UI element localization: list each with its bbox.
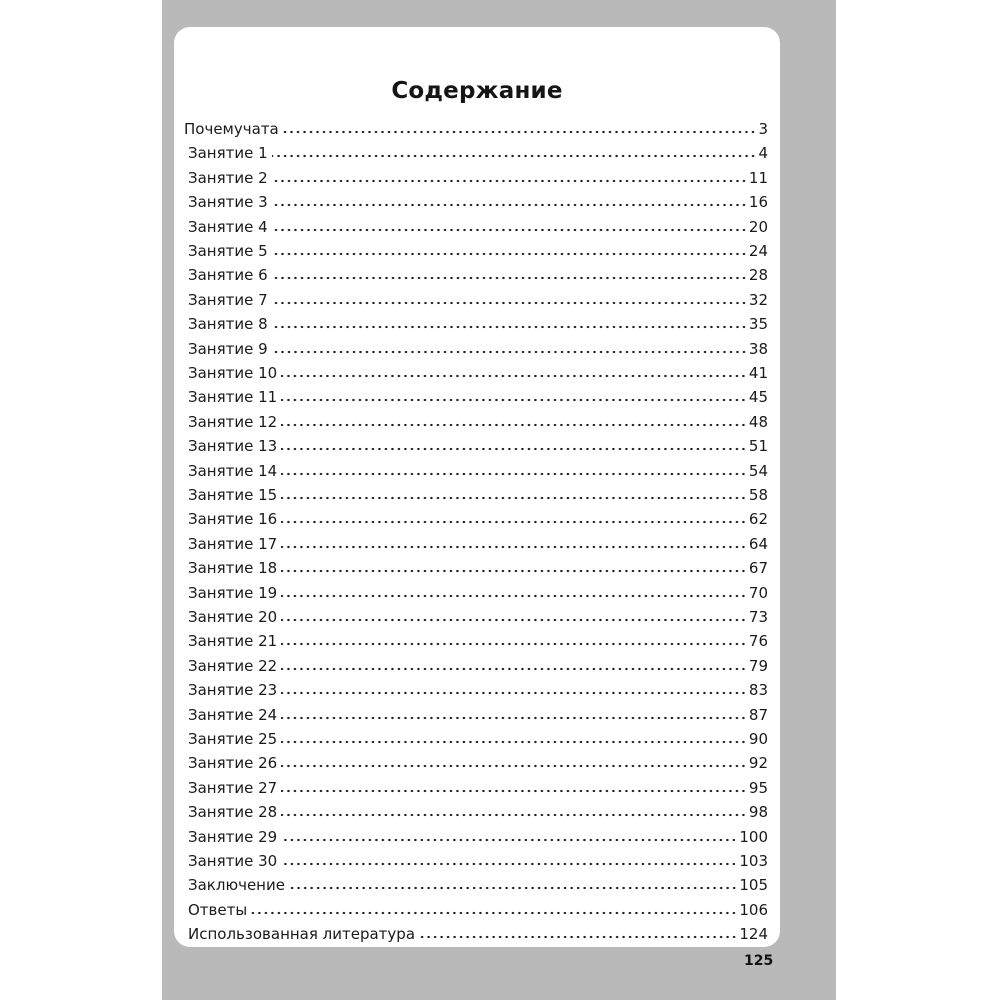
toc-entry [188, 456, 768, 480]
toc-entry [188, 895, 768, 919]
toc-entry [188, 700, 768, 724]
toc-entry-page: 79 [748, 656, 768, 675]
dot-leader [281, 594, 747, 598]
dot-leader [281, 569, 747, 573]
dot-leader [281, 789, 747, 793]
toc-entry [188, 748, 768, 772]
dot-leader [272, 179, 747, 183]
dot-leader [419, 935, 737, 939]
dot-leader [272, 276, 747, 280]
toc-entry-label: Занятие 11 [188, 388, 278, 407]
toc-entry-page: 38 [748, 339, 768, 358]
toc-entry-label: Занятие 6 [188, 266, 268, 285]
dot-leader [281, 642, 747, 646]
toc-entry-label: Занятие 23 [188, 681, 278, 700]
page-number: 125 [744, 953, 774, 969]
dot-leader [272, 252, 747, 256]
toc-entry-page: 76 [748, 632, 768, 651]
dot-leader [281, 423, 747, 427]
page-title: Содержание [391, 78, 563, 104]
toc-entry-label: Занятие 16 [188, 510, 278, 529]
toc-entry-label: Занятие 19 [188, 583, 278, 602]
toc-entry-label: Занятие 20 [188, 608, 278, 626]
toc-entry-page: 67 [748, 559, 768, 578]
toc-entry-label: Занятие 9 [188, 339, 268, 358]
toc-entry-page: 95 [748, 778, 768, 797]
toc-entry-page: 92 [748, 754, 768, 773]
toc-entry [188, 407, 768, 431]
toc-entry-page: 4 [758, 144, 768, 163]
dot-leader [281, 764, 747, 768]
dot-leader [251, 911, 737, 915]
toc-entry-page: 124 [739, 925, 768, 944]
dot-leader [281, 691, 747, 695]
dot-leader [281, 374, 747, 378]
toc-entry [188, 163, 768, 187]
dot-leader [281, 862, 737, 866]
dot-leader [272, 203, 747, 207]
toc-entry [188, 724, 768, 748]
toc-entry [188, 602, 768, 626]
toc-entry [188, 382, 768, 406]
toc-entry [188, 870, 768, 894]
toc-entry-label: Занятие 4 [188, 217, 268, 236]
toc-entry-label: Занятие 8 [188, 315, 268, 334]
toc-entry-page: 103 [739, 852, 768, 870]
toc-entry-page: 48 [748, 412, 768, 431]
toc-entry [188, 236, 768, 260]
dot-leader [281, 496, 747, 500]
toc-entry-label: Занятие 30 [188, 852, 278, 870]
toc-entry-label: Занятие 21 [188, 632, 278, 651]
dot-leader [272, 228, 747, 232]
contents-panel [174, 27, 780, 947]
toc-entry [188, 651, 768, 675]
toc-entry [188, 309, 768, 333]
toc-entry [188, 212, 768, 236]
dot-leader [272, 325, 747, 329]
toc-entry-page: 35 [748, 315, 768, 334]
toc-entry [188, 260, 768, 284]
toc-entry [188, 822, 768, 846]
toc-entry [188, 626, 768, 650]
toc-entry-page: 16 [748, 193, 768, 212]
toc-entry-label: Занятие 24 [188, 705, 278, 724]
toc-entry-label: Ответы [188, 900, 248, 919]
toc-entry-page: 106 [739, 900, 768, 919]
toc-entry-label: Занятие 29 [188, 827, 278, 846]
toc-entry-page: 32 [748, 290, 768, 309]
toc-entry [188, 797, 768, 821]
toc-entry [184, 114, 768, 138]
toc-entry-label: Занятие 28 [188, 803, 278, 822]
toc-entry [188, 578, 768, 602]
toc-entry-page: 83 [748, 681, 768, 700]
toc-entry-label: Занятие 17 [188, 534, 278, 553]
toc-entry-label: Занятие 27 [188, 778, 278, 797]
toc-entry-label: Занятие 10 [188, 364, 278, 382]
toc-entry-label: Занятие 22 [188, 656, 278, 675]
dot-leader [283, 130, 756, 134]
dot-leader [272, 154, 756, 158]
toc-entry [188, 285, 768, 309]
toc-entry-label: Занятие 3 [188, 193, 268, 212]
dot-leader [281, 520, 747, 524]
toc-entry-page: 100 [739, 827, 768, 846]
toc-entry-page: 90 [748, 730, 768, 748]
toc-entry-page: 20 [748, 217, 768, 236]
toc-entry-page: 24 [748, 242, 768, 260]
toc-entry-label: Занятие 7 [188, 290, 268, 309]
dot-leader [272, 301, 747, 305]
toc-entry-label: Занятие 26 [188, 754, 278, 773]
toc-entry-page: 54 [748, 461, 768, 480]
toc-entry [188, 431, 768, 455]
toc-entry [188, 529, 768, 553]
toc-entry-page: 70 [748, 583, 768, 602]
book-page [162, 0, 836, 1000]
toc-entry-label: Занятие 12 [188, 412, 278, 431]
toc-entry-label: Занятие 15 [188, 486, 278, 504]
toc-entry [188, 480, 768, 504]
toc-entry-page: 105 [739, 876, 768, 895]
dot-leader [281, 838, 737, 842]
toc-entry-page: 11 [748, 168, 768, 187]
toc-entry-page: 87 [748, 705, 768, 724]
toc-entry [188, 675, 768, 699]
toc-entry [188, 358, 768, 382]
toc-entry-page: 3 [758, 120, 768, 138]
toc-entry [188, 553, 768, 577]
toc-entry-page: 58 [748, 486, 768, 504]
dot-leader [272, 350, 747, 354]
toc-entry-page: 98 [748, 803, 768, 822]
toc-entry-label: Использованная литература [188, 925, 416, 944]
toc-entry-page: 45 [748, 388, 768, 407]
toc-entry-label: Занятие 13 [188, 437, 278, 456]
dot-leader [289, 886, 737, 890]
toc-entry-label: Занятие 18 [188, 559, 278, 578]
toc-entry [188, 187, 768, 211]
dot-leader [281, 398, 747, 402]
toc-entry-page: 73 [748, 608, 768, 626]
toc-entry [188, 334, 768, 358]
toc-entry-label: Занятие 5 [188, 242, 268, 260]
toc-entry [188, 504, 768, 528]
toc-entry-label: Занятие 25 [188, 730, 278, 748]
toc-entry-page: 51 [748, 437, 768, 456]
dot-leader [281, 813, 747, 817]
dot-leader [281, 472, 747, 476]
dot-leader [281, 667, 747, 671]
toc-entry-page: 28 [748, 266, 768, 285]
toc-entry [188, 919, 768, 943]
toc-entry-label: Почемучата [184, 120, 279, 138]
toc-entry-label: Занятие 1 [188, 144, 268, 163]
toc-entry [188, 846, 768, 870]
dot-leader [281, 740, 747, 744]
toc-entry-page: 64 [748, 534, 768, 553]
dot-leader [281, 447, 747, 451]
dot-leader [281, 618, 747, 622]
toc-entry-page: 41 [748, 364, 768, 382]
dot-leader [281, 545, 747, 549]
toc-entry-label: Занятие 2 [188, 168, 268, 187]
toc-entry-label: Занятие 14 [188, 461, 278, 480]
toc-entry-page: 62 [748, 510, 768, 529]
toc-entry-label: Заключение [188, 876, 285, 895]
toc-entry [188, 138, 768, 162]
toc-entry [188, 773, 768, 797]
dot-leader [281, 716, 747, 720]
